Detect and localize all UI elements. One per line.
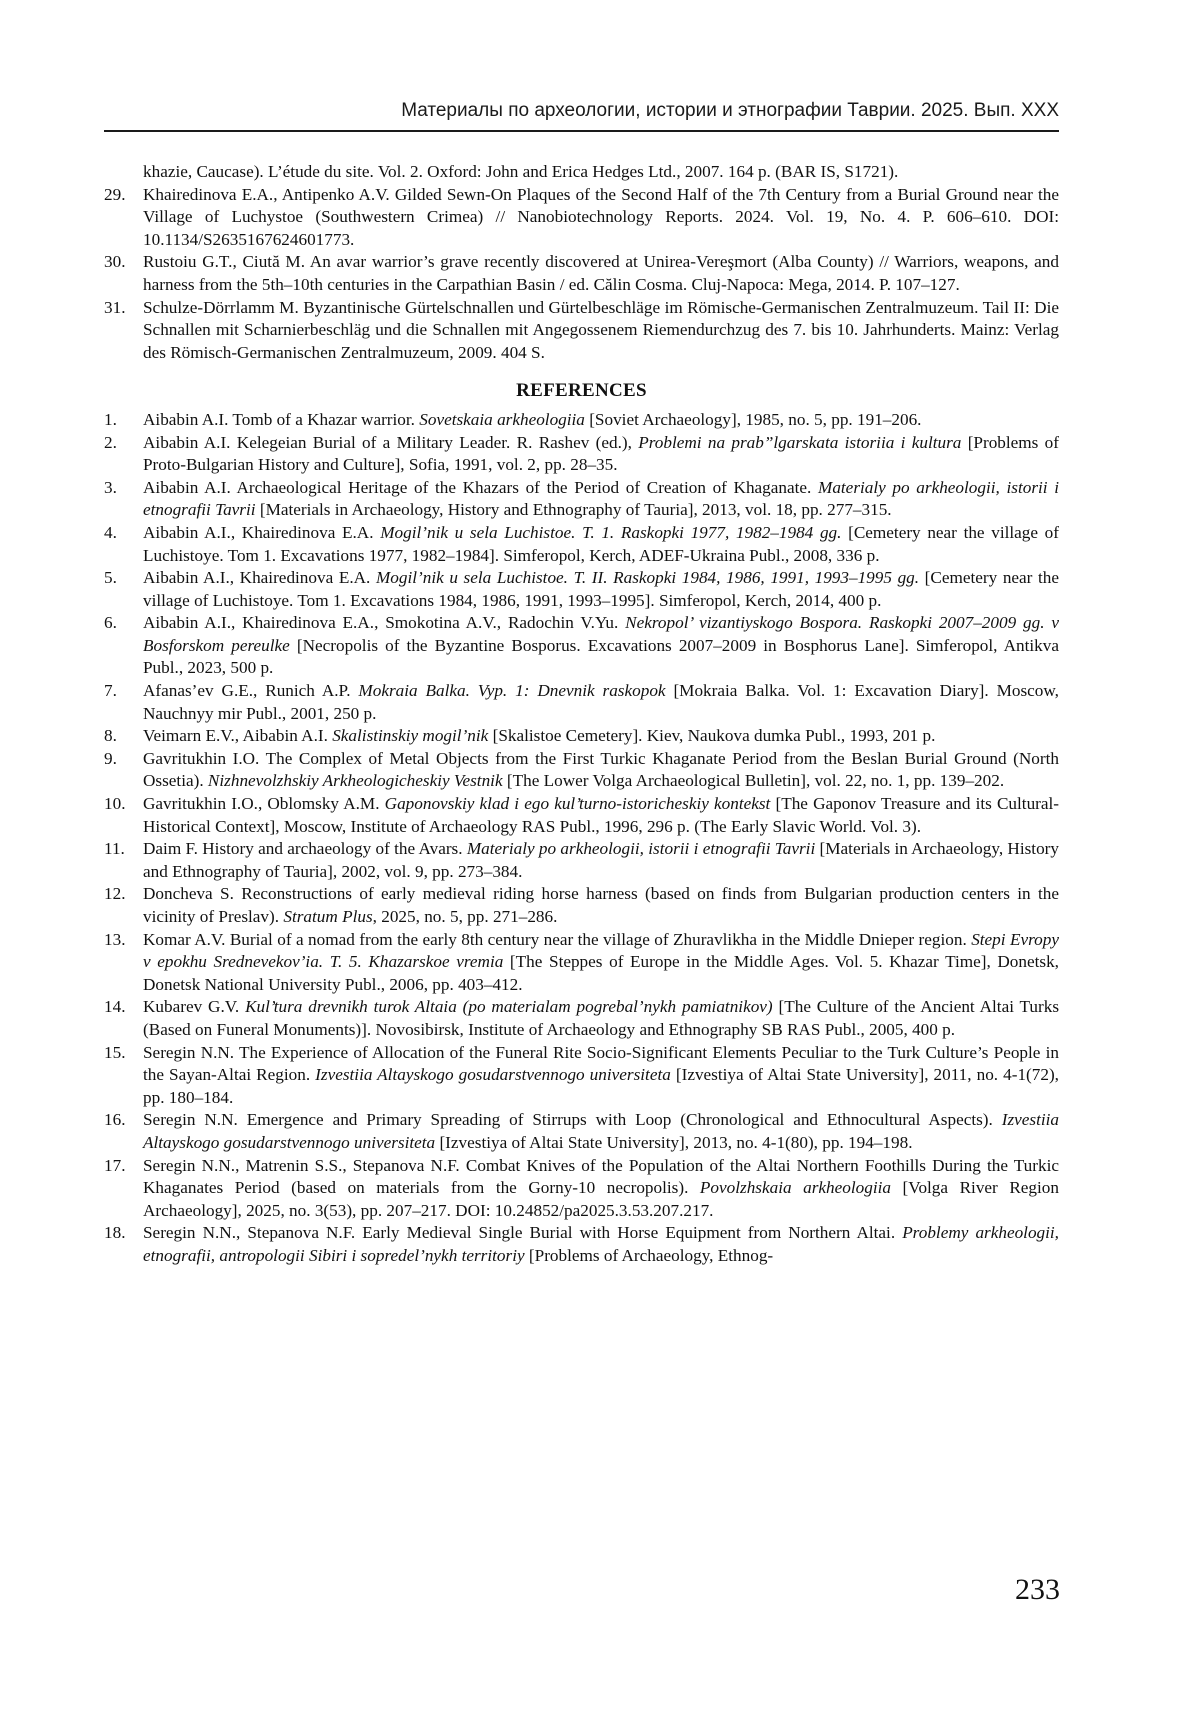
references-heading: REFERENCES — [516, 380, 647, 402]
reference-entry — [104, 432, 1059, 477]
reference-number: 18. — [104, 1223, 126, 1243]
reference-text: Aibabin A.I. Kelegeian Burial of a Military Leader. R. Rashev (ed.), Problemi na prab”lgarskata istoriia i kultura [Problems of Proto-Bulgarian History and Culture], Sofia, 1991, vol. 2, pp. 28–35. — [143, 432, 1059, 475]
header-rule — [104, 130, 1059, 132]
reference-entry — [104, 161, 1059, 184]
reference-text: Aibabin A.I. Tomb of a Khazar warrior. Sovetskaia arkheologiia [Soviet Archaeology], 1985, no. 5, pp. 191–206. — [143, 409, 922, 429]
reference-entry — [104, 725, 1059, 748]
reference-text: Seregin N.N. Emergence and Primary Spreading of Stirrups with Loop (Chronological and Ethnocultural Aspects). Izvestiia Altayskogo gosudarstvennogo universiteta [Izvestiya of Altai State University], 2013, no. 4-1(80), pp. 194–198. — [143, 1110, 1059, 1152]
reference-entry — [104, 1109, 1059, 1154]
reference-number: 31. — [104, 297, 126, 317]
reference-entry — [104, 567, 1059, 612]
reference-text: Seregin N.N., Stepanova N.F. Early Medieval Single Burial with Horse Equipment from Northern Altai. Problemy arkheologii, etnografii, antropologii Sibiri i sopredel’nykh territoriy [Problems of Archaeology, Ethnog- — [143, 1223, 1059, 1265]
reference-number: 13. — [104, 929, 126, 949]
reference-entry — [104, 297, 1059, 365]
reference-number: 29. — [104, 184, 126, 204]
page-content — [104, 161, 1059, 1268]
reference-number: 7. — [104, 681, 117, 701]
reference-number: 10. — [104, 794, 126, 814]
reference-text: Aibabin A.I. Archaeological Heritage of the Khazars of the Period of Creation of Khaganate. Materialy po arkheologii, istorii i etnografii Tavrii [Materials in Archaeology, History and Ethnography of Tauria], 2013, vol. 18, pp. 277–315. — [143, 477, 1059, 520]
reference-number: 14. — [104, 997, 126, 1017]
running-header: Материалы по археологии, истории и этнографии Таврии. 2025. Вып. XXX — [401, 100, 1059, 121]
reference-entry — [104, 793, 1059, 838]
reference-entry — [104, 883, 1059, 928]
references-list — [104, 409, 1059, 1268]
reference-text: Aibabin A.I., Khairedinova E.A. Mogil’nik u sela Luchistoe. T. 1. Raskopki 1977, 1982–1984 gg. [Cemetery near the village of Luchistoye. Tom 1. Excavations 1977, 1982–1984]. Simferopol, Kerch, ADEF-Ukraina Publ., 2008, 336 p. — [143, 522, 1060, 565]
reference-entry — [104, 184, 1059, 252]
reference-text: Komar A.V. Burial of a nomad from the early 8th century near the village of Zhuravlikha in the Middle Dnieper region. Stepi Evropy v epokhu Srednevekov’ia. T. 5. Khazarskoe vremia [The Steppes of Europe in the Middle Ages. Vol. 5. Khazar Time], Donetsk, Donetsk National University Publ., 2006, pp. 403–412. — [143, 929, 1059, 994]
reference-entry — [104, 612, 1059, 680]
reference-number: 15. — [104, 1042, 126, 1062]
reference-entry — [104, 409, 1059, 432]
reference-entry — [104, 251, 1059, 296]
reference-text: Aibabin A.I., Khairedinova E.A., Smokotina A.V., Radochin V.Yu. Nekropol’ vizantiyskogo Bospora. Raskopki 2007–2009 gg. v Bosforskom pereulke [Necropolis of the Byzantine Bosporus. Excavations 2007–2009 in Bosphorus Lane]. Simferopol, Antikva Publ., 2023, 500 p. — [143, 613, 1059, 678]
reference-number — [104, 161, 143, 184]
reference-text: Seregin N.N., Matrenin S.S., Stepanova N.F. Combat Knives of the Population of the Altai Northern Foothills During the Turkic Khaganates Period (based on materials from the Gorny-10 necropolis). Povolzhskaia arkheologiia [Volga River Region Archaeology], 2025, no. 3(53), pp. 207–217. DOI: 10.24852/pa2025.3.53.207.217. — [143, 1155, 1059, 1220]
reference-number: 4. — [104, 522, 117, 542]
reference-number: 3. — [104, 477, 117, 497]
reference-entry — [104, 1155, 1059, 1223]
reference-entry — [104, 522, 1059, 567]
reference-number: 9. — [104, 748, 117, 768]
reference-text: Gavritukhin I.O. The Complex of Metal Objects from the First Turkic Khaganate Period from the Beslan Burial Ground (North Ossetia). Nizhnevolzhskiy Arkheologicheskiy Vestnik [The Lower Volga Archaeological Bulletin], vol. 22, no. 1, pp. 139–202. — [143, 748, 1059, 791]
reference-text: Aibabin A.I., Khairedinova E.A. Mogil’nik u sela Luchistoe. T. II. Raskopki 1984, 1986, 1991, 1993–1995 gg. [Cemetery near the village of Luchistoye. Tom 1. Excavations 1984, 1986, 1991, 1993–1995]. Simferopol, Kerch, 2014, 400 p. — [143, 568, 1060, 610]
reference-text: Afanas’ev G.E., Runich A.P. Mokraia Balka. Vyp. 1: Dnevnik raskopok [Mokraia Balka. Vol. 1: Excavation Diary]. Moscow, Nauchnyy mir Publ., 2001, 250 p. — [143, 681, 1059, 723]
reference-entry — [104, 996, 1059, 1041]
reference-entry — [104, 748, 1059, 793]
reference-text: Kubarev G.V. Kul’tura drevnikh turok Altaia (po materialam pogrebal’nykh pamiatnikov) [The Culture of the Ancient Altai Turks (Based on Funeral Monuments)]. Novosibirsk, Institute of Archaeology and Ethnography SB RAS Publ., 2005, 400 p. — [143, 997, 1060, 1039]
reference-text: Daim F. History and archaeology of the Avars. Materialy po arkheologii, istorii i etnografii Tavrii [Materials in Archaeology, History and Ethnography of Tauria], 2002, vol. 9, pp. 273–384. — [143, 839, 1059, 881]
reference-number: 17. — [104, 1155, 126, 1175]
reference-entry — [104, 838, 1059, 883]
reference-entry — [104, 1042, 1059, 1110]
reference-text: Schulze-Dörrlamm M. Byzantinische Gürtelschnallen und Gürtelbeschläge im Römische-Germanischen Zentralmuzeum. Tail II: Die Schnallen mit Scharnierbeschläg und die Schnallen mit Angegossenem Riemendurchzug des 7. bis 10. Jahrhunderts. Mainz: Verlag des Römisch-Germanischen Zentralmuzeum, 2009. 404 S. — [143, 297, 1059, 362]
reference-entry — [104, 680, 1059, 725]
reference-text: Rustoiu G.T., Ciută M. An avar warrior’s grave recently discovered at Unirea-Vereşmort (Alba County) // Warriors, weapons, and harness from the 5th–10th centuries in the Carpathian Basin / ed. Călin Cosma. Cluj-Napoca: Mega, 2014. P. 107–127. — [143, 252, 1059, 294]
reference-number: 5. — [104, 568, 117, 588]
reference-text: Gavritukhin I.O., Oblomsky A.M. Gaponovskiy klad i ego kul’turno-istoricheskiy kontekst [The Gaponov Treasure and its Cultural-Historical Context], Moscow, Institute of Archaeology RAS Publ., 1996, 296 p. (The Early Slavic World. Vol. 3). — [143, 794, 1060, 836]
page-number: 233 — [1015, 1573, 1060, 1606]
reference-entry — [104, 929, 1059, 997]
reference-entry — [104, 477, 1059, 522]
reference-entry — [104, 1222, 1059, 1267]
reference-number: 11. — [104, 839, 125, 859]
reference-text: Veimarn E.V., Aibabin A.I. Skalistinskiy mogil’nik [Skalistoe Cemetery]. Kiev, Naukova dumka Publ., 1993, 201 p. — [143, 726, 936, 746]
reference-number: 16. — [104, 1110, 126, 1130]
reference-number: 12. — [104, 884, 126, 904]
reference-text: Khairedinova E.A., Antipenko A.V. Gilded Sewn-On Plaques of the Second Half of the 7th Century from a Burial Ground near the Village of Luchystoe (Southwestern Crimea) // Nanobiotechnology Reports. 2024. Vol. 19, No. 4. P. 606–610. DOI: 10.1134/S2635167624601773. — [143, 184, 1059, 249]
reference-number: 8. — [104, 726, 117, 746]
reference-number: 1. — [104, 409, 117, 429]
reference-number: 6. — [104, 613, 117, 633]
reference-number: 2. — [104, 432, 117, 452]
reference-text: Seregin N.N. The Experience of Allocation of the Funeral Rite Socio-Significant Elements Peculiar to the Turk Culture’s People in the Sayan-Altai Region. Izvestiia Altayskogo gosudarstvennogo universiteta [Izvestiya of Altai State University], 2011, no. 4-1(72), pp. 180–184. — [143, 1042, 1059, 1107]
reference-text: Doncheva S. Reconstructions of early medieval riding horse harness (based on finds from Bulgarian production centers in the vicinity of Preslav). Stratum Plus, 2025, no. 5, pp. 271–286. — [143, 884, 1059, 926]
continued-reference-list — [104, 161, 1059, 364]
reference-number: 30. — [104, 252, 126, 272]
reference-text: khazie, Caucase). L’étude du site. Vol. 2. Oxford: John and Erica Hedges Ltd., 2007. 164 p. (BAR IS, S1721). — [143, 162, 899, 181]
